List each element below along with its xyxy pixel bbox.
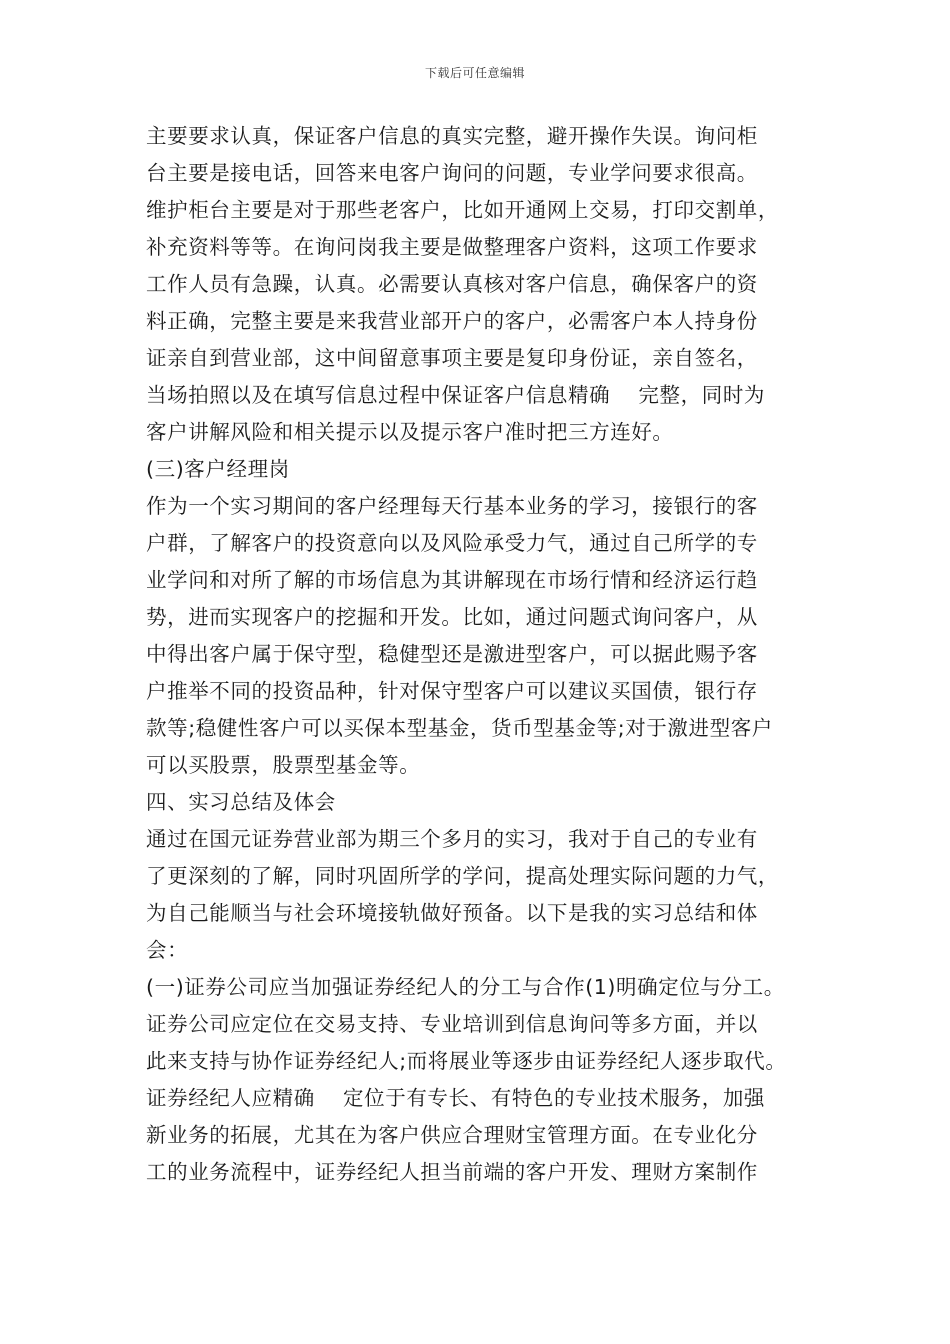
text-line: 势，进而实现客户的挖掘和开发。比如，通过问题式询问客户，从 (146, 605, 758, 629)
text-line: 户推举不同的投资品种，针对保守型客户可以建议买国债，银行存 (146, 679, 758, 703)
text-line: 证券公司应定位在交易支持、专业培训到信息询问等多方面，并以 (146, 1012, 758, 1036)
text-line: 中得出客户属于保守型，稳健型还是激进型客户，可以据此赐予客 (146, 642, 758, 666)
text-line: 业学问和对所了解的市场信息为其讲解现在市场行情和经济运行趋 (146, 568, 758, 592)
text-line: 新业务的拓展，尤其在为客户供应合理财宝管理方面。在专业化分 (146, 1123, 758, 1147)
text-line: 工的业务流程中，证券经纪人担当前端的客户开发、理财方案制作 (146, 1160, 758, 1184)
page-header: 下载后可任意编辑 (424, 66, 525, 80)
text-line: 可以买股票，股票型基金等。 (146, 753, 421, 777)
text-line: 证亲自到营业部，这中间留意事项主要是复印身份证，亲自签名， (146, 346, 758, 370)
text-line: 补充资料等等。在询问岗我主要是做整理客户资料，这项工作要求 (146, 235, 758, 259)
body-text (146, 118, 826, 1191)
text-line: 料正确，完整主要是来我营业部开户的客户，必需客户本人持身份 (146, 309, 758, 333)
text-line: 户群，了解客户的投资意向以及风险承受力气，通过自己所学的专 (146, 531, 758, 555)
text-line: 通过在国元证券营业部为期三个多月的实习，我对于自己的专业有 (146, 827, 758, 851)
text-line: 台主要是接电话，回答来电客户询问的问题，专业学问要求很高。 (146, 161, 758, 185)
text-line: 工作人员有急躁，认真。必需要认真核对客户信息，确保客户的资 (146, 272, 758, 296)
text-line: 当场拍照以及在填写信息过程中保证客户信息精确 完整，同时为 (146, 383, 766, 407)
text-line: 作为一个实习期间的客户经理每天行基本业务的学习，接银行的客 (146, 494, 758, 518)
text-line: 此来支持与协作证券经纪人;而将展业等逐步由证券经纪人逐步取代。 (146, 1049, 787, 1073)
text-line: 证券经纪人应精确 定位于有专长、有特色的专业技术服务，加强 (146, 1086, 766, 1110)
section-heading: 四、实习总结及体会 (146, 790, 336, 814)
text-line: 款等;稳健性客户可以买保本型基金，货币型基金等;对于激进型客户 (146, 716, 773, 740)
text-line: 为自己能顺当与社会环境接轨做好预备。以下是我的实习总结和体 (146, 901, 758, 925)
text-line: 主要要求认真，保证客户信息的真实完整，避开操作失误。询问柜 (146, 124, 758, 148)
text-line: 客户讲解风险和相关提示以及提示客户准时把三方连好。 (146, 420, 674, 444)
text-line: 维护柜台主要是对于那些老客户，比如开通网上交易，打印交割单， (146, 198, 779, 222)
text-line: 会： (146, 938, 189, 962)
text-line: (一)证券公司应当加强证券经纪人的分工与合作(1)明确定位与分工。 (146, 975, 785, 999)
text-line: 了更深刻的了解，同时巩固所学的学问，提高处理实际问题的力气， (146, 864, 779, 888)
section-heading: (三)客户经理岗 (146, 457, 290, 481)
